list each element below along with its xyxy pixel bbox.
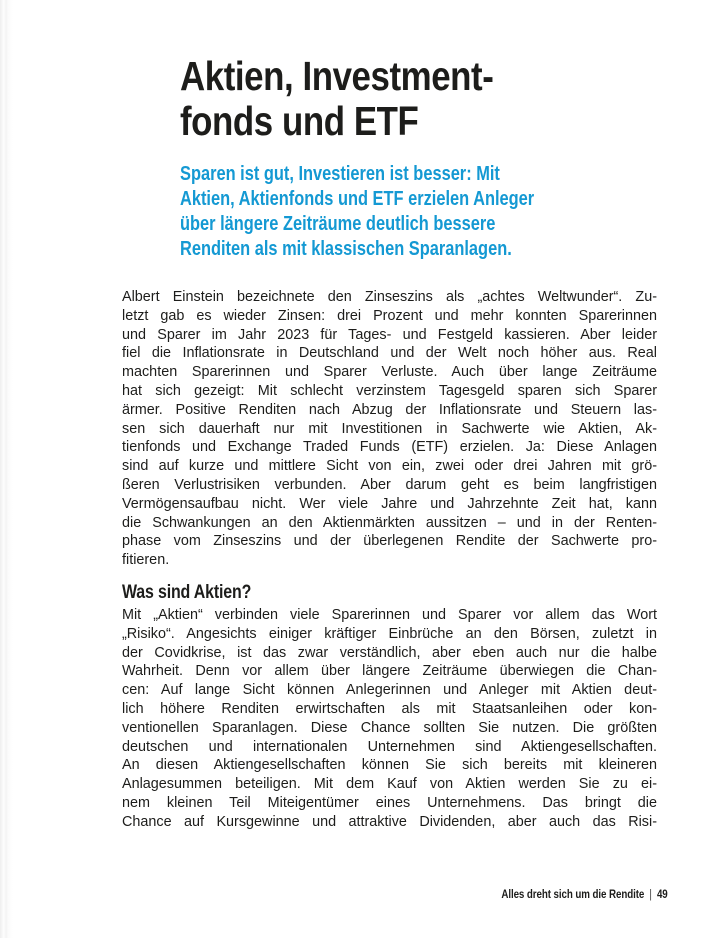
text-line: ßeren Verlustrisiken verbunden. Aber darum geht es beim langfristigen xyxy=(122,476,657,493)
text-line: die Schwankungen an den Aktienmärkten aussitzen – und in der Renten- xyxy=(122,514,657,531)
text-line: sind auf kurze und mittlere Sicht von ein, zwei oder drei Jahren mit grö- xyxy=(122,458,657,475)
paragraph-intro xyxy=(122,288,657,570)
footer-page-number: 49 xyxy=(657,889,668,901)
text-line: über längere Zeiträume deutlich bessere xyxy=(180,212,496,235)
text-line: Anlagesummen beteiligen. Mit dem Kauf von Aktien werden Sie zu ei- xyxy=(122,776,657,793)
footer-chapter-label: Alles dreht sich um die Rendite xyxy=(501,889,645,901)
text-line: Albert Einstein bezeichnete den Zinseszins als „achtes Weltwunder“. Zu- xyxy=(122,289,657,305)
text-line: Aktien, Investment- xyxy=(180,53,494,99)
page-edge-shadow xyxy=(0,0,13,938)
text-line: fonds und ETF xyxy=(180,98,419,144)
text-line: tienfonds und Exchange Traded Funds (ETF) erzielen. Ja: Diese Anlagen xyxy=(122,439,657,456)
text-line: ärmer. Positive Renditen nach Abzug der Inflationsrate und Steuern las- xyxy=(122,401,657,418)
text-line: „Risiko“. Angesichts einiger kräftiger Einbrüche an den Börsen, zuletzt in xyxy=(122,625,657,642)
text-line: der Covidkrise, ist das zwar verständlich, aber eben auch nur die halbe xyxy=(122,644,657,661)
text-line: Vermögensaufbau nicht. Wer viele Jahre und Jahrzehnte Zeit hat, kann xyxy=(122,495,657,512)
text-line: Chance auf Kursgewinne und attraktive Dividenden, aber auch das Risi- xyxy=(122,813,657,830)
text-line: ventionellen Sparanlagen. Diese Chance sollten Sie nutzen. Die größten xyxy=(122,719,657,736)
chapter-subtitle xyxy=(180,161,534,261)
text-line: Renditen als mit klassischen Sparanlagen. xyxy=(180,237,512,260)
text-line: fitieren. xyxy=(122,552,170,569)
text-line: An diesen Aktiengesellschaften können Sie sich bereits mit kleineren xyxy=(122,757,657,774)
text-line: lich höhere Renditen erwirtschaften als mit Staatsanleihen oder kon- xyxy=(122,700,657,717)
text-line: Aktien, Aktienfonds und ETF erzielen Anleger xyxy=(180,187,535,210)
text-line: Wahrheit. Denn vor allem über längere Zeiträume überwiegen die Chan- xyxy=(122,663,657,680)
text-line: phase vom Zinseszins und der überlegenen Rendite der Sachwerte pro- xyxy=(122,533,657,550)
text-line: Sparen ist gut, Investieren ist besser: Mit xyxy=(180,162,500,185)
text-line: cen: Auf lange Sicht können Anlegerinnen und Anleger mit Aktien deut- xyxy=(122,682,657,699)
text-line: fiel die Inflationsrate in Deutschland und der Welt noch höher aus. Real xyxy=(122,345,657,362)
paragraph-was-sind-aktien xyxy=(122,606,657,832)
footer-separator: | xyxy=(649,889,653,901)
text-line: nem kleinen Teil Miteigentümer eines Unternehmens. Das bringt die xyxy=(122,794,657,811)
body-content xyxy=(122,288,657,832)
text-line: Mit „Aktien“ verbinden viele Sparerinnen und Sparer vor allem das Wort xyxy=(122,606,657,623)
page-footer xyxy=(502,888,668,903)
text-line: machten Sparerinnen und Sparer Verluste. Auch über lange Zeiträume xyxy=(122,364,657,381)
text-line: deutschen und internationalen Unternehmen sind Aktiengesellschaften. xyxy=(122,738,657,755)
section-heading-was-sind-aktien: Was sind Aktien? xyxy=(122,581,252,603)
text-line: letzt gab es wieder Zinsen: drei Prozent und mehr konnten Sparerinnen xyxy=(122,307,657,324)
text-line: hat sich gezeigt: Mit schlecht verzinstem Tagesgeld sparen sich Sparer xyxy=(122,382,657,399)
text-line: sen sich dauerhaft nur mit Investitionen in Sachwerte wie Aktien, Ak- xyxy=(122,420,657,437)
text-line: und Sparer im Jahr 2023 für Tages- und Festgeld kassieren. Aber leider xyxy=(122,326,657,343)
chapter-title xyxy=(180,54,493,144)
